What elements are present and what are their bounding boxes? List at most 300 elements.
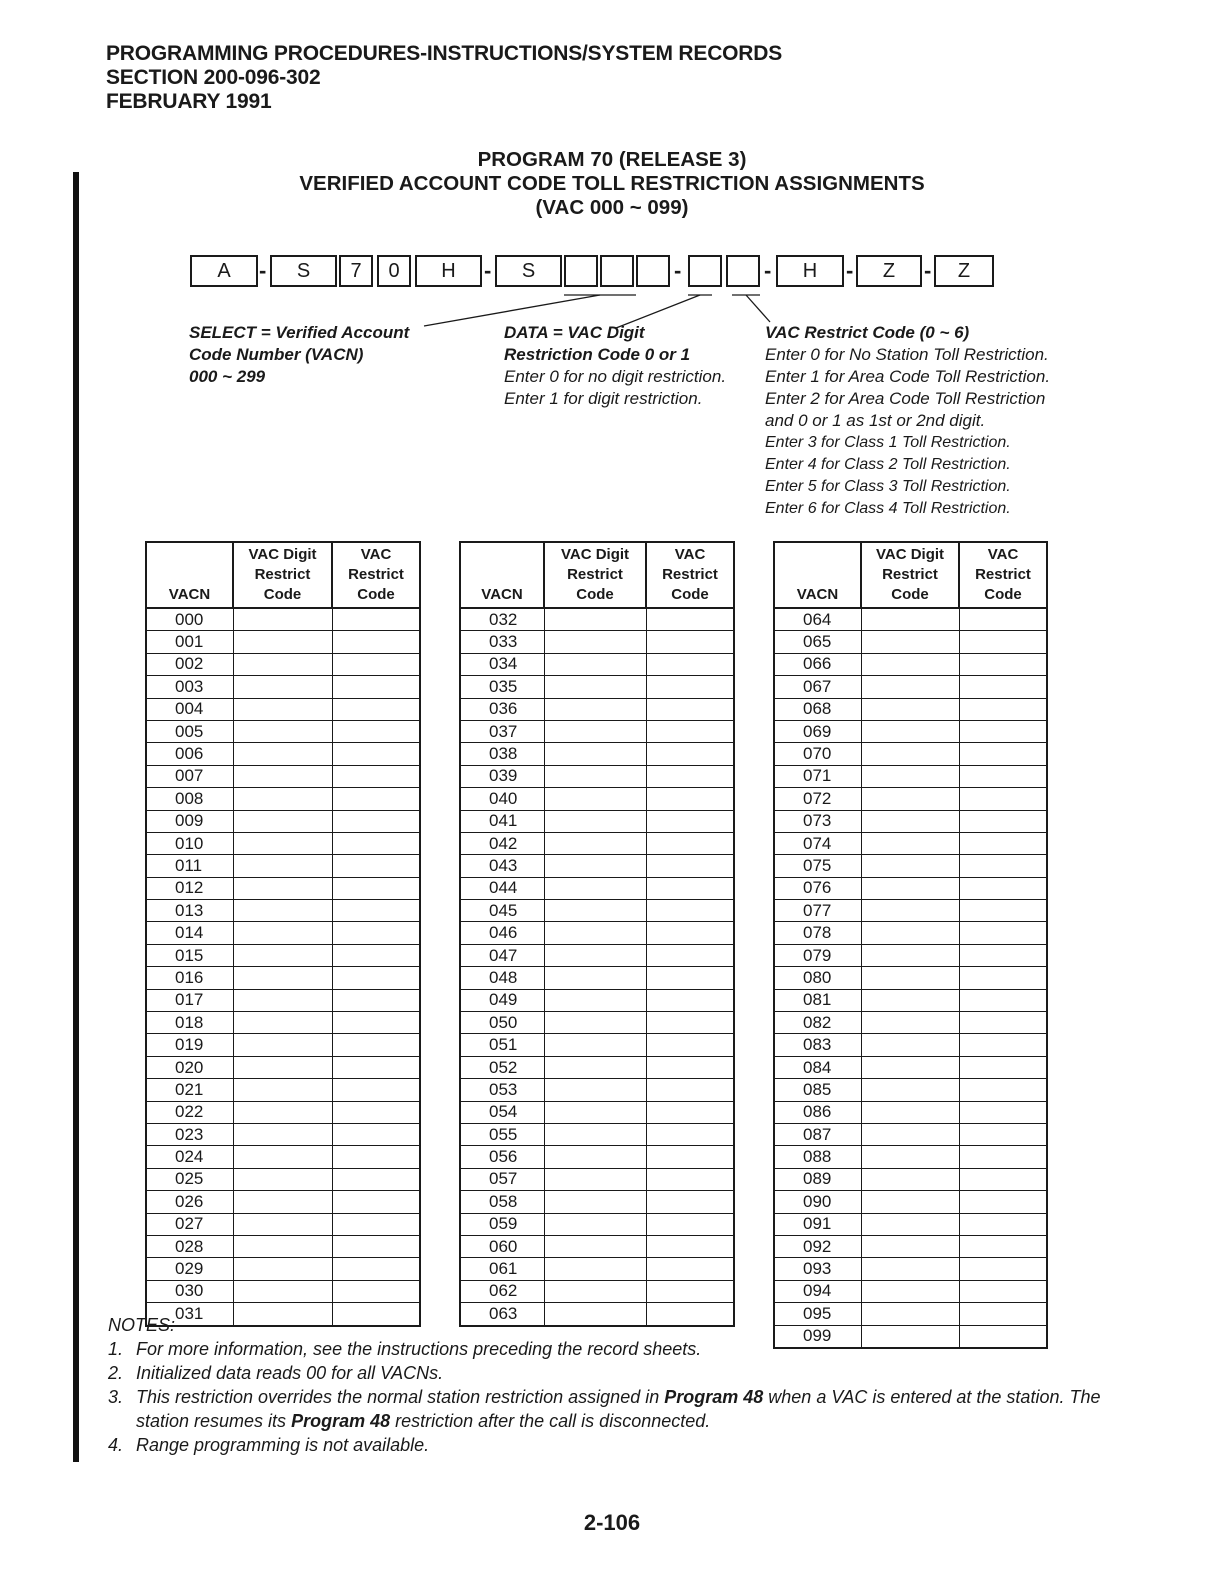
restrict-code-cell[interactable] [959,810,1047,832]
vacn-cell: 099 [774,1325,861,1348]
digit-code-cell[interactable] [233,676,332,698]
vacn-cell: 072 [774,788,861,810]
vacn-cell: 070 [774,743,861,765]
digit-code-cell[interactable] [544,877,646,899]
document-header [106,42,782,114]
restrict-code-cell[interactable] [332,1012,420,1034]
restrict-code-cell[interactable] [959,743,1047,765]
col-header-digit-code: VAC Digit Restrict Code [861,542,959,608]
col-header-restrict-code: VAC Restrict Code [332,542,420,608]
table-row [460,1213,734,1235]
restrict-code-cell[interactable] [332,1213,420,1235]
digit-code-cell[interactable] [861,765,959,787]
digit-code-cell[interactable] [233,1235,332,1257]
restrict-code-cell[interactable] [959,1168,1047,1190]
vacn-cell: 063 [460,1303,544,1326]
table-row [460,989,734,1011]
table-row [774,1101,1047,1123]
restrict-code-cell[interactable] [646,1280,734,1302]
table-header [774,542,1047,608]
restrict-code-cell[interactable] [959,765,1047,787]
restrict-code-cell[interactable] [646,676,734,698]
digit-code-cell[interactable] [544,922,646,944]
digit-code-cell[interactable] [861,1101,959,1123]
table-row [146,1146,420,1168]
digit-code-cell[interactable] [861,989,959,1011]
restrict-code-cell[interactable] [332,855,420,877]
vacn-cell: 017 [146,989,233,1011]
digit-code-cell[interactable] [233,900,332,922]
restrict-code-cell[interactable] [959,631,1047,653]
restrict-code-cell[interactable] [959,989,1047,1011]
vacn-cell: 060 [460,1235,544,1257]
restrict-code-cell[interactable] [646,1146,734,1168]
digit-code-cell[interactable] [861,608,959,631]
digit-code-cell[interactable] [233,989,332,1011]
code-box-s2: S [495,255,562,287]
digit-code-cell[interactable] [861,743,959,765]
vacn-cell: 044 [460,877,544,899]
restrict-code-cell[interactable] [646,922,734,944]
restrict-code-cell[interactable] [646,765,734,787]
select-description [189,322,409,388]
restrict-code-cell[interactable] [332,989,420,1011]
restrict-code-cell[interactable] [646,1191,734,1213]
vacn-cell: 049 [460,989,544,1011]
vacn-cell: 033 [460,631,544,653]
restrict-code-cell[interactable] [959,676,1047,698]
restrict-code-cell[interactable] [959,855,1047,877]
digit-code-cell[interactable] [861,1235,959,1257]
table-row [460,1056,734,1078]
table-row [146,608,420,631]
table-row [146,922,420,944]
digit-code-cell[interactable] [861,1258,959,1280]
restrict-code-cell[interactable] [959,1213,1047,1235]
vacn-cell: 087 [774,1123,861,1145]
restrict-code-cell[interactable] [959,1146,1047,1168]
digit-code-cell[interactable] [233,877,332,899]
table-row [146,765,420,787]
digit-code-cell[interactable] [861,1079,959,1101]
code-box-a: A [190,255,258,287]
table-row [460,720,734,742]
table-row [460,676,734,698]
restrict-code-cell[interactable] [959,1056,1047,1078]
table-row [460,698,734,720]
vacn-cell: 038 [460,743,544,765]
digit-code-cell[interactable] [861,877,959,899]
table-row [774,832,1047,854]
table-row [146,1258,420,1280]
digit-code-cell[interactable] [544,944,646,966]
restrict-code-cell[interactable] [332,1235,420,1257]
table-row [774,653,1047,675]
digit-code-cell[interactable] [544,810,646,832]
restrict-code-cell[interactable] [332,1079,420,1101]
restrict-code-cell[interactable] [332,1168,420,1190]
vacn-cell: 034 [460,653,544,675]
vacn-cell: 045 [460,900,544,922]
data-desc-line-2: Restriction Code 0 or 1 [504,345,691,364]
restrict-code-cell[interactable] [332,1101,420,1123]
table-row [146,1101,420,1123]
digit-code-cell[interactable] [233,855,332,877]
table-row [774,676,1047,698]
digit-code-cell[interactable] [233,1168,332,1190]
digit-code-cell[interactable] [544,1168,646,1190]
digit-code-cell[interactable] [233,1012,332,1034]
vacn-cell: 046 [460,922,544,944]
digit-code-cell[interactable] [861,1123,959,1145]
digit-code-cell[interactable] [861,1191,959,1213]
page-number: 2-106 [583,1510,641,1535]
digit-code-cell[interactable] [861,810,959,832]
restrict-code-cell[interactable] [959,1123,1047,1145]
title-line-1: PROGRAM 70 (RELEASE 3) [477,148,747,171]
restrict-code-cell[interactable] [332,1146,420,1168]
digit-code-cell[interactable] [861,1146,959,1168]
restrict-code-cell[interactable] [646,608,734,631]
vacn-cell: 042 [460,832,544,854]
table-row [460,1101,734,1123]
table-row [460,788,734,810]
code-dash: - [674,258,682,283]
data-description [504,322,726,410]
digit-code-cell[interactable] [544,608,646,631]
vacn-cell: 052 [460,1056,544,1078]
restrict-code-cell[interactable] [332,720,420,742]
vacn-cell: 076 [774,877,861,899]
table-row [146,900,420,922]
restrict-code-cell[interactable] [959,720,1047,742]
restrict-code-cell[interactable] [959,608,1047,631]
digit-code-cell[interactable] [233,1191,332,1213]
vacn-cell: 068 [774,698,861,720]
code-dash: - [924,258,932,283]
table-row [460,855,734,877]
digit-code-cell[interactable] [861,1213,959,1235]
table-row [460,944,734,966]
digit-code-cell[interactable] [544,1034,646,1056]
table-row [460,1258,734,1280]
digit-code-cell[interactable] [861,676,959,698]
restrict-code-cell[interactable] [646,1079,734,1101]
restrict-code-cell[interactable] [959,967,1047,989]
table-row [774,1258,1047,1280]
table-row [460,1034,734,1056]
restrict-code-cell[interactable] [332,653,420,675]
digit-code-cell[interactable] [544,765,646,787]
restrict-code-cell[interactable] [332,1258,420,1280]
vacn-cell: 000 [146,608,233,631]
table-row [460,1235,734,1257]
table-row [774,1079,1047,1101]
digit-code-cell[interactable] [544,676,646,698]
restrict-code-cell[interactable] [646,1213,734,1235]
table-row [774,1191,1047,1213]
digit-code-cell[interactable] [233,765,332,787]
digit-code-cell[interactable] [233,1123,332,1145]
restrict-code-cell[interactable] [646,1168,734,1190]
digit-code-cell[interactable] [544,698,646,720]
restrict-code-cell[interactable] [332,810,420,832]
digit-code-cell[interactable] [544,989,646,1011]
digit-code-cell[interactable] [233,653,332,675]
digit-code-cell[interactable] [233,608,332,631]
data-desc-line-4: Enter 1 for digit restriction. [504,389,703,408]
digit-code-cell[interactable] [861,631,959,653]
digit-code-cell[interactable] [233,1146,332,1168]
vacn-cell: 094 [774,1280,861,1302]
digit-code-cell[interactable] [233,922,332,944]
digit-code-cell[interactable] [544,1213,646,1235]
digit-code-cell[interactable] [233,1056,332,1078]
digit-code-cell[interactable] [544,743,646,765]
vacn-cell: 093 [774,1258,861,1280]
restrict-code-cell[interactable] [332,900,420,922]
vacn-cell: 009 [146,810,233,832]
table-row [774,765,1047,787]
vac-desc-line: Enter 2 for Area Code Toll Restriction [765,389,1046,408]
table-row [774,922,1047,944]
restrict-code-cell[interactable] [332,631,420,653]
restrict-code-cell[interactable] [646,698,734,720]
restrict-code-cell[interactable] [332,1280,420,1302]
restrict-code-cell[interactable] [646,1056,734,1078]
select-desc-line-2: Code Number (VACN) [189,345,364,364]
table-row [774,810,1047,832]
vacn-cell: 021 [146,1079,233,1101]
restrict-code-cell[interactable] [332,877,420,899]
restrict-code-cell[interactable] [332,967,420,989]
restrict-code-cell[interactable] [332,1123,420,1145]
digit-code-cell[interactable] [233,967,332,989]
restrict-code-cell[interactable] [646,743,734,765]
restrict-code-cell[interactable] [959,698,1047,720]
table-row [774,1235,1047,1257]
restrict-code-cell[interactable] [646,855,734,877]
digit-code-cell[interactable] [233,698,332,720]
restrict-code-cell[interactable] [646,631,734,653]
restrict-code-cell[interactable] [646,1258,734,1280]
digit-code-cell[interactable] [544,1123,646,1145]
digit-code-cell[interactable] [544,1258,646,1280]
restrict-code-cell[interactable] [959,832,1047,854]
digit-code-cell[interactable] [544,631,646,653]
vac-restrict-description [765,322,1050,520]
vacn-cell: 054 [460,1101,544,1123]
restrict-code-cell[interactable] [332,743,420,765]
digit-code-cell[interactable] [544,900,646,922]
table-header [460,542,734,608]
restrict-code-cell[interactable] [646,967,734,989]
digit-code-cell[interactable] [233,944,332,966]
code-box-s: S [270,255,337,287]
restrict-code-cell[interactable] [646,832,734,854]
digit-code-cell[interactable] [233,743,332,765]
table-row [460,1012,734,1034]
restrict-code-cell[interactable] [646,810,734,832]
digit-code-cell[interactable] [861,900,959,922]
title-line-2: VERIFIED ACCOUNT CODE TOLL RESTRICTION ASSIGNMENTS [299,172,925,195]
vacn-cell: 005 [146,720,233,742]
table-row [146,1012,420,1034]
restrict-code-cell[interactable] [646,1101,734,1123]
vac-desc-line: Enter 1 for Area Code Toll Restriction. [765,367,1051,386]
restrict-code-cell[interactable] [332,1034,420,1056]
restrict-code-cell[interactable] [959,1034,1047,1056]
table-row [774,1012,1047,1034]
restrict-code-cell[interactable] [646,1012,734,1034]
table-row [146,1280,420,1302]
restrict-code-cell[interactable] [959,1258,1047,1280]
vacn-cell: 084 [774,1056,861,1078]
restrict-code-cell[interactable] [959,1191,1047,1213]
digit-code-cell[interactable] [861,944,959,966]
digit-code-cell[interactable] [861,1012,959,1034]
digit-code-cell[interactable] [861,1034,959,1056]
vacn-cell: 036 [460,698,544,720]
table-row [774,944,1047,966]
restrict-code-cell[interactable] [959,788,1047,810]
digit-code-cell[interactable] [544,1146,646,1168]
digit-code-cell[interactable] [233,1034,332,1056]
digit-code-cell[interactable] [544,1280,646,1302]
digit-code-cell[interactable] [233,788,332,810]
table-row [146,1079,420,1101]
restrict-code-cell[interactable] [646,1235,734,1257]
code-dash: - [846,258,854,283]
table-row [460,608,734,631]
restrict-code-cell[interactable] [332,788,420,810]
restrict-code-cell[interactable] [646,1034,734,1056]
vacn-cell: 001 [146,631,233,653]
digit-code-cell[interactable] [544,1056,646,1078]
restrict-code-cell[interactable] [959,1280,1047,1302]
restrict-code-cell[interactable] [646,900,734,922]
restrict-code-cell[interactable] [332,698,420,720]
digit-code-cell[interactable] [861,1280,959,1302]
digit-code-cell[interactable] [544,967,646,989]
note-item: 3. This restriction overrides the normal station restriction assigned in Program 48 when a VAC is entered at the station. The station resumes its Program 48 restriction after the call is disconnected. [108,1387,1101,1431]
restrict-code-cell[interactable] [959,944,1047,966]
restrict-code-cell[interactable] [332,1056,420,1078]
vacn-cell: 003 [146,676,233,698]
restrict-code-cell[interactable] [332,765,420,787]
vacn-cell: 090 [774,1191,861,1213]
digit-code-cell[interactable] [544,1012,646,1034]
digit-code-cell[interactable] [544,855,646,877]
table-row [774,631,1047,653]
restrict-code-cell[interactable] [332,1191,420,1213]
digit-code-cell[interactable] [861,922,959,944]
restrict-code-cell[interactable] [959,900,1047,922]
table-row [460,1146,734,1168]
digit-code-cell[interactable] [861,698,959,720]
restrict-code-cell[interactable] [646,653,734,675]
restrict-code-cell[interactable] [332,676,420,698]
digit-code-cell[interactable] [861,720,959,742]
restrict-code-cell[interactable] [959,877,1047,899]
digit-code-cell[interactable] [233,1213,332,1235]
digit-code-cell[interactable] [861,1168,959,1190]
vacn-cell: 057 [460,1168,544,1190]
digit-code-cell[interactable] [233,832,332,854]
restrict-code-cell[interactable] [959,1079,1047,1101]
restrict-code-cell[interactable] [959,922,1047,944]
table-row [146,1168,420,1190]
restrict-code-cell[interactable] [646,788,734,810]
digit-code-cell[interactable] [544,1235,646,1257]
digit-code-cell[interactable] [233,1280,332,1302]
digit-code-cell[interactable] [233,1101,332,1123]
digit-code-cell[interactable] [861,832,959,854]
digit-code-cell[interactable] [544,1079,646,1101]
vacn-cell: 051 [460,1034,544,1056]
digit-code-cell[interactable] [861,855,959,877]
digit-code-cell[interactable] [861,788,959,810]
digit-code-cell[interactable] [233,720,332,742]
digit-code-cell[interactable] [233,1079,332,1101]
vacn-cell: 056 [460,1146,544,1168]
restrict-code-cell[interactable] [646,720,734,742]
restrict-code-cell[interactable] [332,944,420,966]
restrict-code-cell[interactable] [959,653,1047,675]
restrict-code-cell[interactable] [646,989,734,1011]
vacn-cell: 074 [774,832,861,854]
digit-code-cell[interactable] [544,1191,646,1213]
digit-code-cell[interactable] [861,967,959,989]
restrict-code-cell[interactable] [959,1012,1047,1034]
restrict-code-cell[interactable] [332,922,420,944]
digit-code-cell[interactable] [544,832,646,854]
table-row [460,765,734,787]
table-row [146,1235,420,1257]
vacn-cell: 067 [774,676,861,698]
restrict-code-cell[interactable] [959,1235,1047,1257]
restrict-code-cell[interactable] [646,877,734,899]
vac-desc-line: Enter 4 for Class 2 Toll Restriction. [765,456,1011,473]
vacn-cell: 092 [774,1235,861,1257]
vacn-cell: 008 [146,788,233,810]
restrict-code-cell[interactable] [646,944,734,966]
digit-code-cell[interactable] [861,1056,959,1078]
digit-code-cell[interactable] [544,788,646,810]
digit-code-cell[interactable] [544,720,646,742]
digit-code-cell[interactable] [233,1258,332,1280]
col-header-restrict-code: VAC Restrict Code [646,542,734,608]
restrict-code-cell[interactable] [646,1123,734,1145]
restrict-code-cell[interactable] [332,608,420,631]
vacn-cell: 066 [774,653,861,675]
digit-code-cell[interactable] [544,1101,646,1123]
table-row [774,1146,1047,1168]
digit-code-cell[interactable] [544,653,646,675]
restrict-code-cell[interactable] [959,1101,1047,1123]
table-row [460,832,734,854]
vacn-cell: 024 [146,1146,233,1168]
vac-desc-line: Enter 3 for Class 1 Toll Restriction. [765,434,1011,451]
vacn-cell: 058 [460,1191,544,1213]
digit-code-cell[interactable] [861,653,959,675]
digit-code-cell[interactable] [233,810,332,832]
restrict-code-cell[interactable] [332,832,420,854]
table-row [146,1213,420,1235]
digit-code-cell[interactable] [233,631,332,653]
table-row [146,877,420,899]
vacn-cell: 018 [146,1012,233,1034]
